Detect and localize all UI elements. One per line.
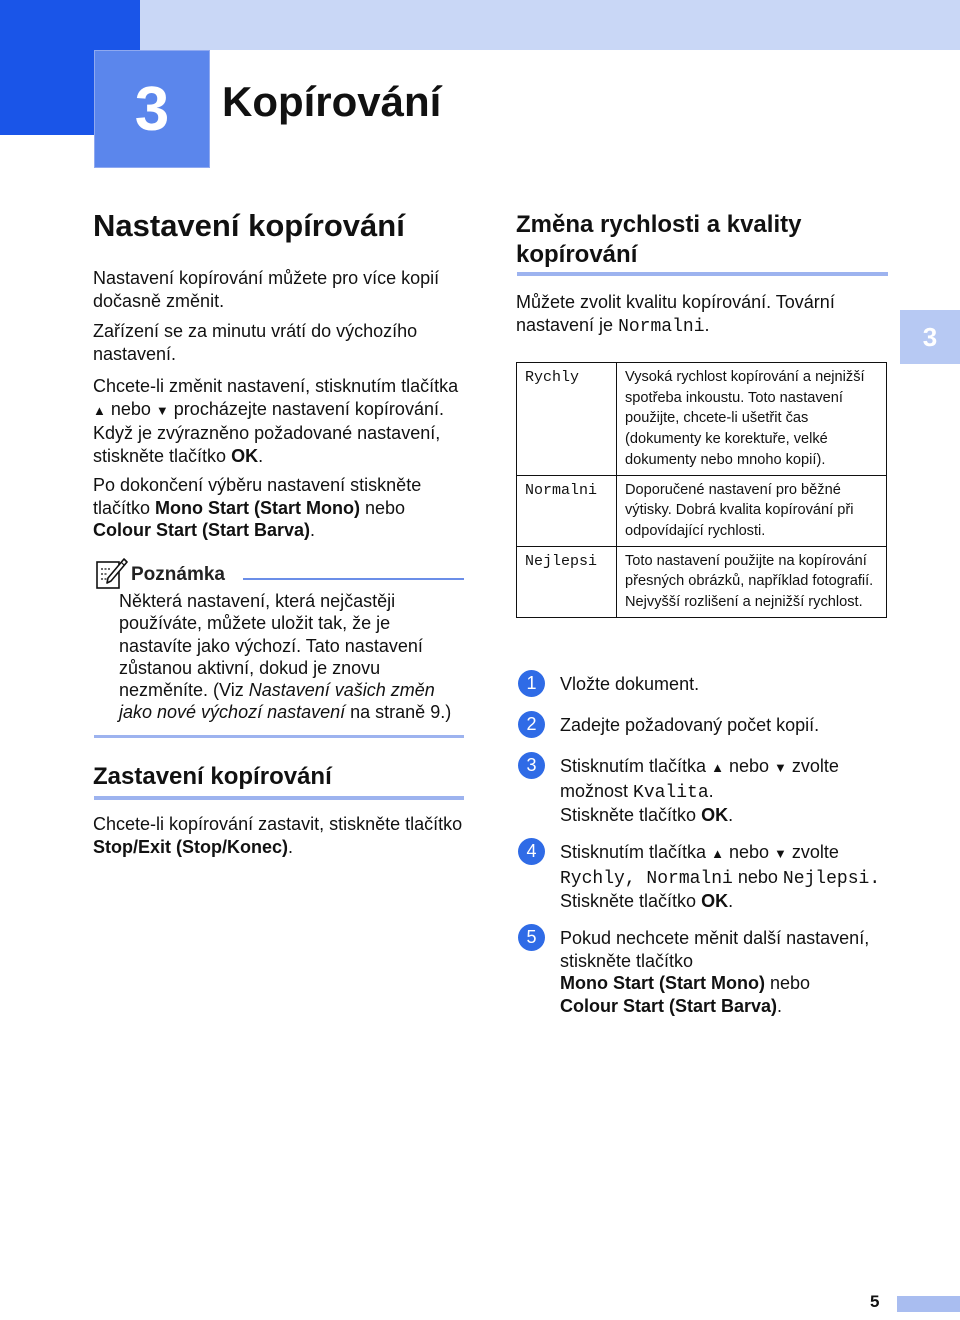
- text-quality-intro: Můžete zvolit kvalitu kopírování. Tovární nastavení je Normalni.: [516, 292, 835, 337]
- step-text: Zadejte požadovaný počet kopií.: [560, 715, 820, 735]
- note-text: Některá nastavení, která nejčastěji používáte, můžete uložit tak, že je nastavíte jako výchozí. Tato nastavení zůstanou aktivní, dokud je znovu nezměníte. (Viz Nastavení vašich změn jako nové výchozí nastavení na straně 9.): [119, 591, 452, 723]
- note-bottom-divider: [94, 735, 464, 738]
- note-divider: [243, 578, 464, 580]
- ok-key-label: OK: [701, 891, 729, 911]
- colour-start-key-label: Colour Start (Start Barva): [560, 995, 778, 1016]
- step-text: Stisknutím tlačítka ▲ nebo ▼ zvolte Rychly, Normalni nebo Nejlepsi. Stiskněte tlačítko OK.: [560, 842, 881, 911]
- page-number: 5: [870, 1292, 880, 1311]
- menu-option-normal: Normalni: [646, 868, 733, 889]
- section-heading-settings: Nastavení kopírování: [93, 208, 405, 243]
- mono-start-key-label: Mono Start (Start Mono): [560, 973, 765, 993]
- step-number-badge: 1: [518, 670, 545, 697]
- menu-option-quality: Kvalita: [633, 782, 709, 803]
- table-cell-option: Rychly: [517, 363, 617, 476]
- chapter-title: Kopírování: [222, 78, 442, 125]
- cross-reference-link[interactable]: Nastavení vašich změn jako nové výchozí nastavení: [119, 680, 435, 723]
- note-label: Poznámka: [131, 564, 225, 585]
- up-arrow-icon: ▲: [711, 846, 724, 861]
- paragraph-stop: [93, 813, 463, 858]
- step-number-badge: 3: [518, 752, 545, 779]
- menu-option-fast: Rychly: [560, 868, 625, 889]
- step-text: Stisknutím tlačítka ▲ nebo ▼ zvolte možnost Kvalita. Stiskněte tlačítko OK.: [560, 756, 839, 825]
- chapter-side-tab: 3: [900, 310, 960, 364]
- section-heading-stop: Zastavení kopírování: [93, 763, 332, 790]
- up-arrow-icon: ▲: [93, 402, 106, 418]
- paragraph-reset: [93, 320, 463, 365]
- heading-underline-stop: [94, 796, 464, 800]
- step-number-badge: 5: [518, 924, 545, 951]
- text-stop: Chcete-li kopírování zastavit, stiskněte tlačítko Stop/Exit (Stop/Konec).: [93, 814, 463, 857]
- table-cell-description: Toto nastavení použijte na kopírování přesných obrázků, například fotografií. Nejvyšší rozlišení a nejnižší rychlost.: [617, 546, 887, 617]
- header-bar-light: [140, 0, 960, 50]
- paragraph-intro: [93, 267, 463, 312]
- step-text: Vložte dokument.: [560, 674, 700, 694]
- table-cell-description: Doporučené nastavení pro běžné výtisky. Dobrá kvalita kopírování při odpovídající rychlosti.: [617, 475, 887, 546]
- menu-option-best: Nejlepsi: [782, 868, 870, 889]
- table-cell-option: Nejlepsi: [517, 546, 617, 617]
- text-temp-change: Nastavení kopírování můžete pro více kopií dočasně změnit.: [93, 268, 440, 311]
- footer-bar: [897, 1296, 960, 1312]
- note-pencil-icon: [94, 556, 128, 590]
- heading-underline-quality: [517, 272, 888, 276]
- down-arrow-icon: ▼: [155, 402, 169, 418]
- step-number-badge: 2: [518, 711, 545, 738]
- default-option-value: Normalni: [618, 316, 705, 337]
- text-reset: Zařízení se za minutu vrátí do výchozího nastavení.: [93, 321, 418, 364]
- section-heading-quality: Změna rychlosti a kvality kopírování: [516, 211, 802, 268]
- chapter-number-box: [94, 50, 210, 168]
- step-text: Pokud nechcete měnit další nastavení, stiskněte tlačítko Mono Start (Start Mono) nebo Colour Start (Start Barva).: [560, 928, 870, 1016]
- table-cell-description: Vysoká rychlost kopírování a nejnižší spotřeba inkoustu. Toto nastavení použijte, chcete-li ušetřit čas (dokumenty ke korektuře, velké dokumenty nebo mnoho kopií).: [617, 363, 887, 476]
- step-number-badge: 4: [518, 838, 545, 865]
- text-change: Chcete-li změnit nastavení, stisknutím tlačítka ▲ nebo ▼ procházejte nastavení kopírování. Když je zvýrazněno požadované nastavení, stiskněte tlačítko OK.: [93, 376, 459, 466]
- up-arrow-icon: ▲: [711, 760, 724, 775]
- paragraph-quality-intro: [516, 291, 888, 338]
- text-finish: Po dokončení výběru nastavení stiskněte tlačítko Mono Start (Start Mono) nebo Colour Start (Start Barva).: [93, 475, 422, 540]
- ok-key-label: OK: [701, 805, 729, 825]
- down-arrow-icon: ▼: [773, 760, 787, 775]
- paragraph-finish: [93, 474, 463, 542]
- chapter-number: 3: [134, 74, 170, 144]
- table-row: [517, 546, 887, 617]
- ok-key-label: OK: [231, 445, 259, 466]
- table-row: [517, 475, 887, 546]
- stop-exit-key-label: Stop/Exit (Stop/Konec): [93, 836, 288, 857]
- colour-start-key-label: Colour Start (Start Barva): [93, 520, 311, 540]
- down-arrow-icon: ▼: [773, 846, 787, 861]
- quality-options-table: [516, 362, 887, 618]
- mono-start-key-label: Mono Start (Start Mono): [155, 497, 361, 518]
- paragraph-change: [93, 375, 463, 467]
- table-cell-option: Normalni: [517, 475, 617, 546]
- table-row: [517, 363, 887, 476]
